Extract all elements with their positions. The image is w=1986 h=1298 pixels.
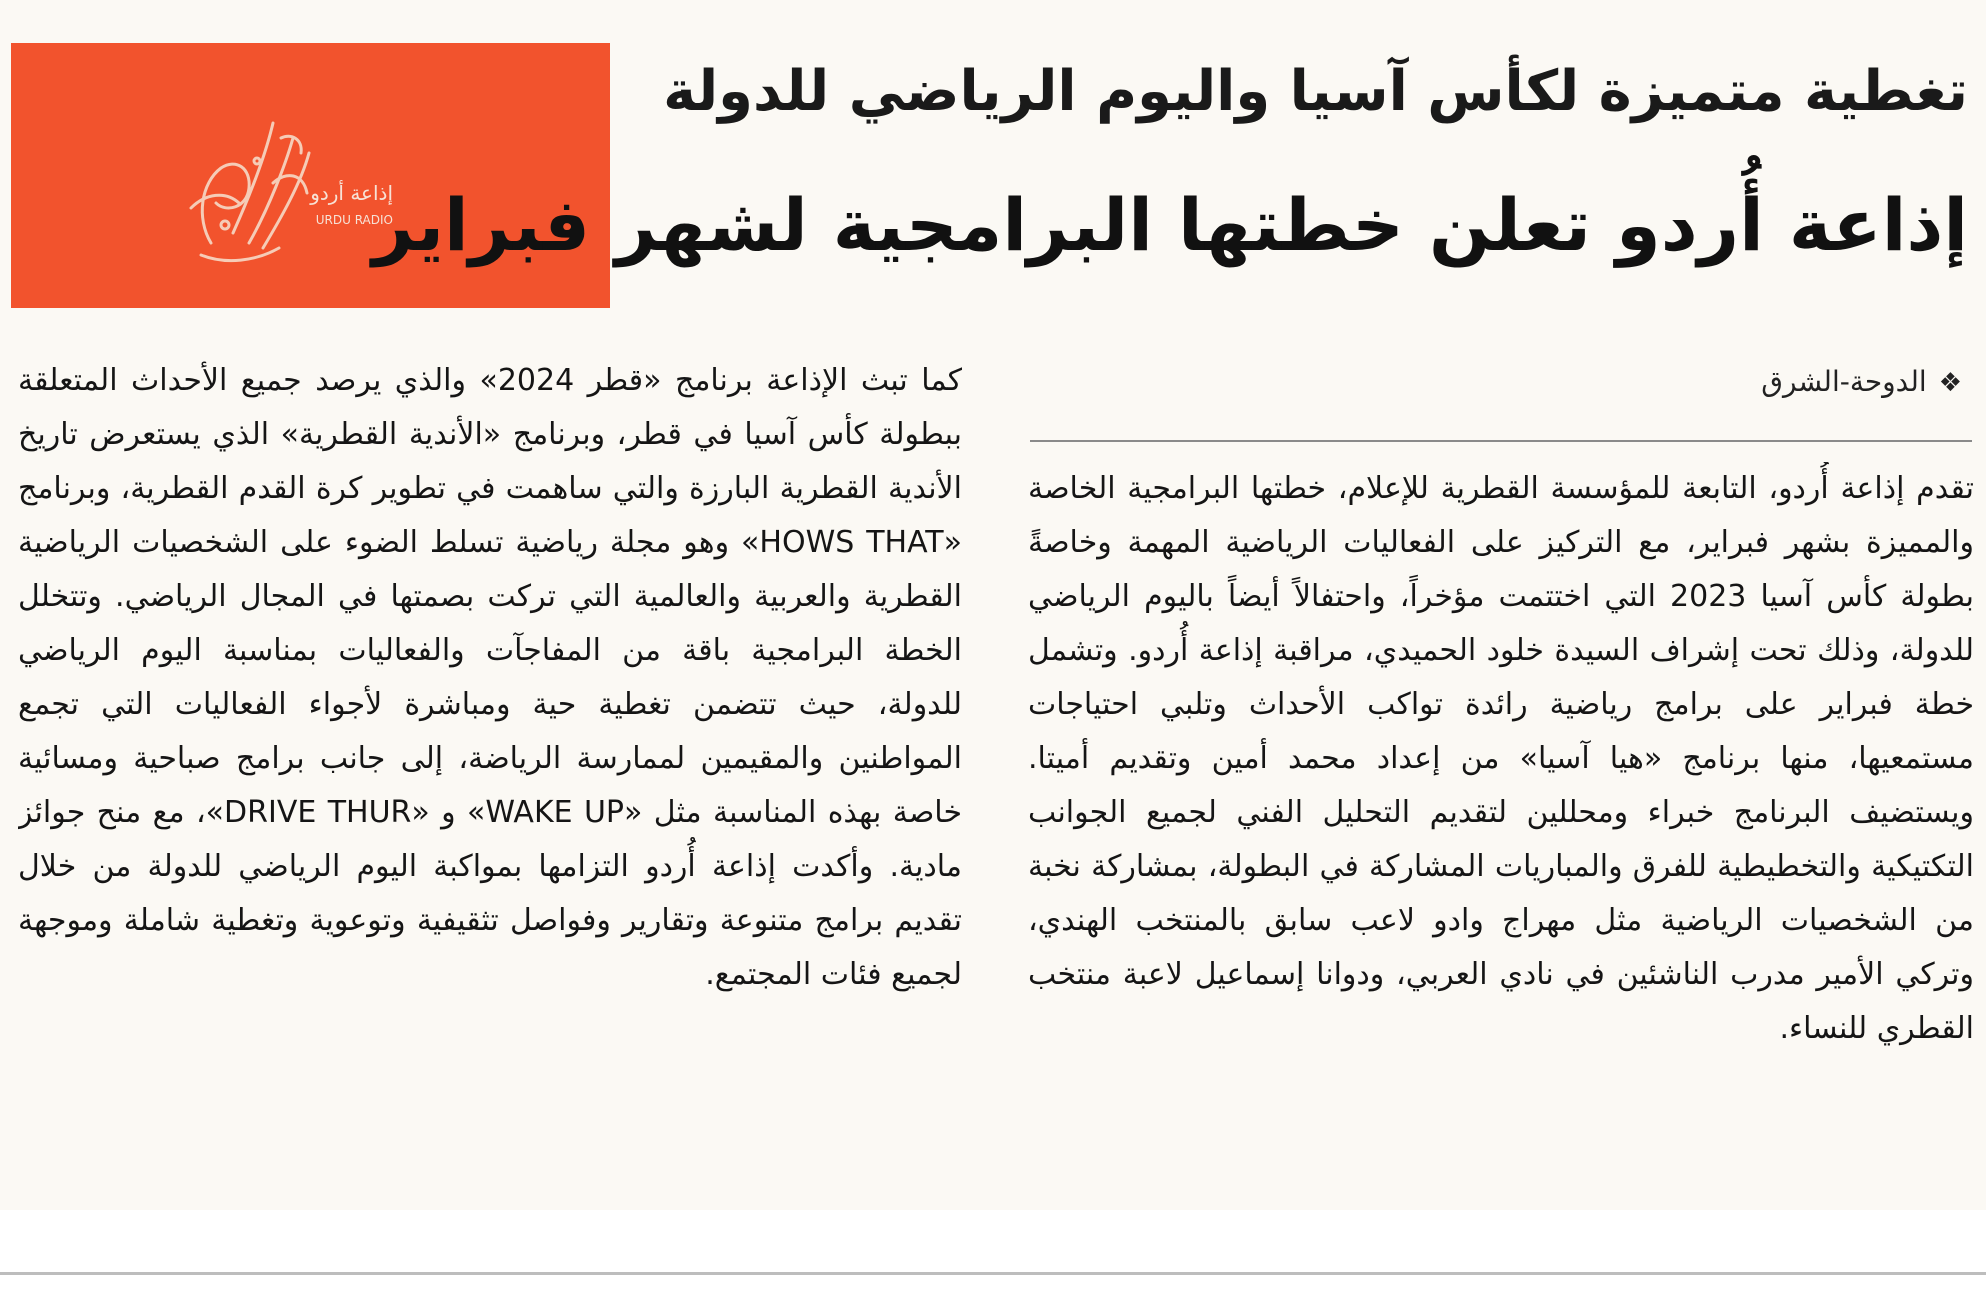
page-bottom-rule: [0, 1272, 1986, 1275]
logo-arabic-text: إذاعة أردو: [310, 181, 393, 205]
article-kicker: تغطية متميزة لكأس آسيا واليوم الرياضي للدولة: [663, 59, 1968, 124]
article-headline: إذاعة أُردو تعلن خطتها البرامجية لشهر فبراير: [372, 183, 1968, 267]
dateline-text: الدوحة-الشرق: [1761, 365, 1927, 398]
article-dateline: [1462, 360, 1962, 405]
dateline-divider: [1030, 440, 1972, 442]
article-column-right: تقدم إذاعة أُردو، التابعة للمؤسسة القطرية للإعلام، خطتها البرامجية الخاصة والمميزة بشهر فبراير، مع التركيز على الفعاليات الرياضية المهمة وخاصةً بطولة كأس آسيا 2023 التي اختتمت مؤخراً، واحتفالاً أيضاً باليوم الرياضي للدولة، وذلك تحت إشراف السيدة خلود الحميدي، مراقبة إذاعة أُردو. وتشمل خطة فبراير على برامج رياضية رائدة تواكب الأحداث وتلبي احتياجات مستمعيها، منها برنامج «هيا آسيا» من إعداد محمد أمين وتقديم أميتا. ويستضيف البرنامج خبراء ومحللين لتقديم التحليل الفني لجميع الجوانب التكتيكية والتخطيطية للفرق والمباريات المشاركة في البطولة، بمشاركة نخبة من الشخصيات الرياضية مثل مهراج وادو لاعب سابق بالمنتخب الهندي، وتركي الأمير مدرب الناشئين في نادي العربي، ودوانا إسماعيل لاعبة منتخب القطري للنساء.: [1028, 471, 1974, 1046]
bullet-diamond-icon: ❖: [1938, 368, 1962, 398]
logo-latin-text: URDU RADIO: [315, 213, 393, 227]
article-column-left: كما تبث الإذاعة برنامج «قطر 2024» والذي يرصد جميع الأحداث المتعلقة ببطولة كأس آسيا في قطر، وبرنامج «الأندية القطرية» الذي يستعرض تاريخ الأندية القطرية البارزة والتي ساهمت في تطوير كرة القدم القطرية، وبرنامج «HOWS THAT» وهو مجلة رياضية تسلط الضوء على الشخصيات الرياضية القطرية والعربية والعالمية التي تركت بصمتها في المجال الرياضي. وتتخلل الخطة البرامجية باقة من المفاجآت والفعاليات بمناسبة اليوم الرياضي للدولة، حيث تتضمن تغطية حية ومباشرة لأجواء الفعاليات التي تجمع المواطنين والمقيمين لممارسة الرياضة، إلى جانب برامج صباحية ومسائية خاصة بهذه المناسبة مثل «WAKE UP» و «DRIVE THUR»، مع منح جوائز مادية. وأكدت إذاعة أُردو التزامها بمواكبة اليوم الرياضي للدولة من خلال تقديم برامج متنوعة وتقارير وفواصل تثقيفية وتوعوية وتغطية شاملة وموجهة لجميع فئات المجتمع.: [18, 363, 962, 992]
